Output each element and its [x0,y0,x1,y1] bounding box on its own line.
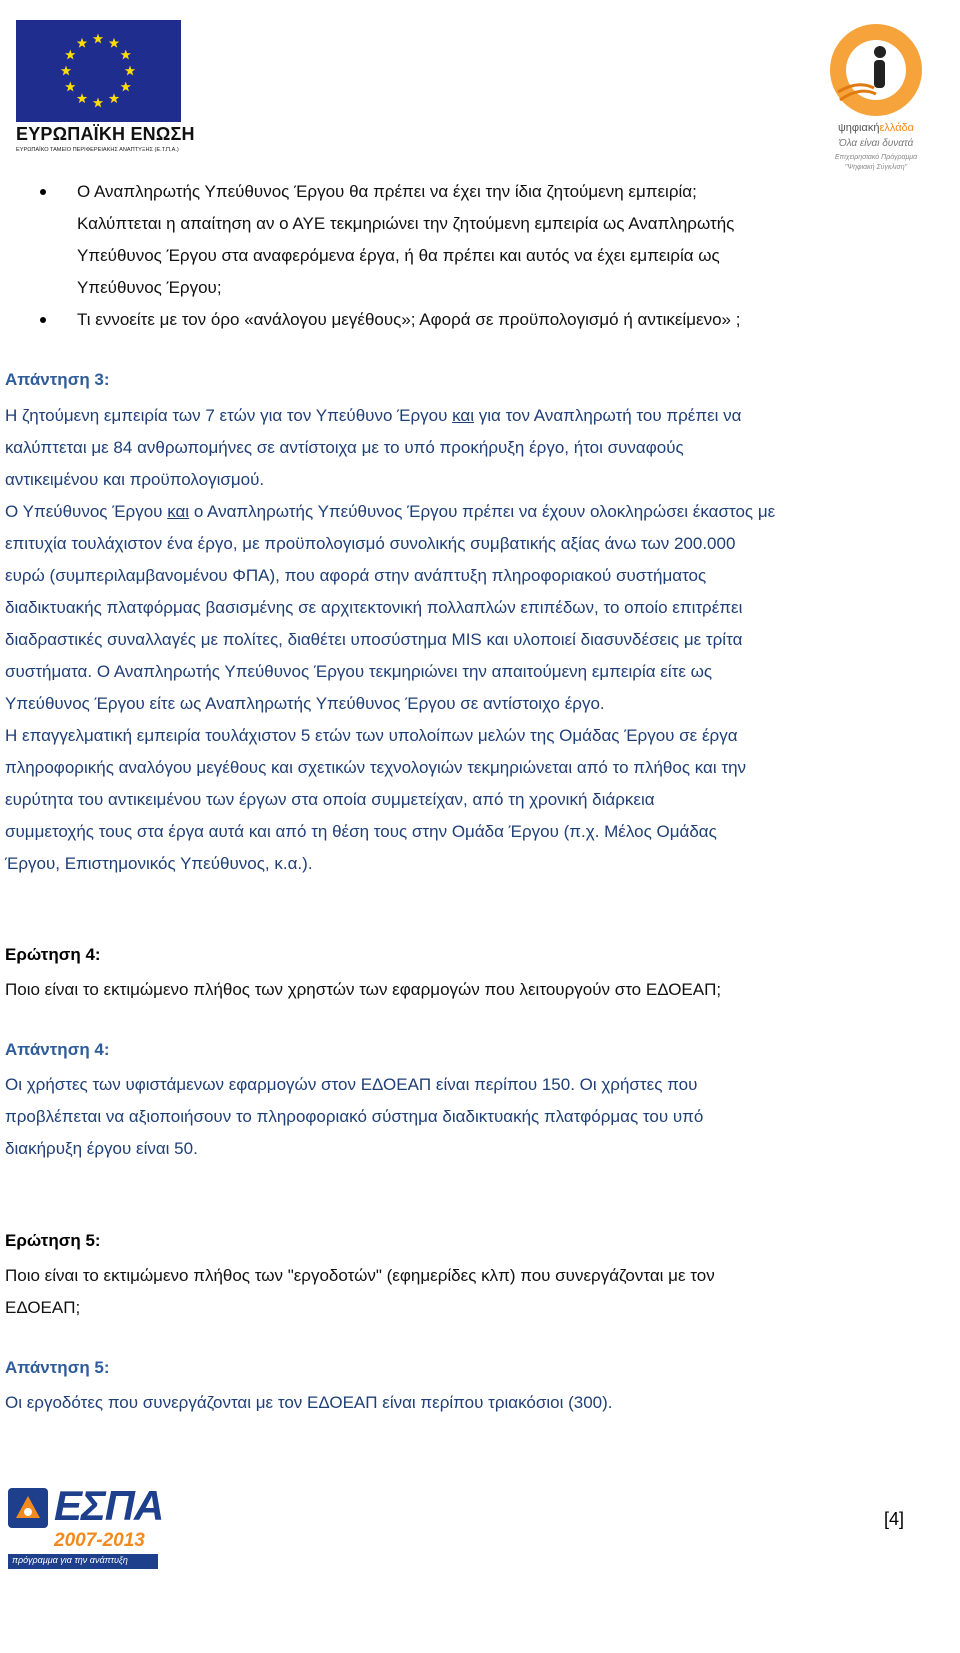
espa-tagline: πρόγραμμα για την ανάπτυξη [12,1555,128,1565]
espa-emblem-icon [8,1488,48,1528]
answer-3-underlined: και [167,502,190,521]
question-5-line: Ποιο είναι το εκτιμώμενο πλήθος των "εργοδοτών" (εφημερίδες κλπ) που συνεργάζονται με τον [5,1266,715,1285]
answer-3-line: πληροφορικής αναλόγου μεγέθους και σχετικών τεχνολογιών τεκμηριώνεται από το πλήθος και την [5,758,747,777]
bullet-icon [40,317,46,323]
digital-greece-program-line2: "Ψηφιακή Σύγκλιση" [844,164,908,171]
answer-3-line: Υπεύθυνος Έργου είτε ως Αναπληρωτής Υπεύθυνος Έργου σε αντίστοιχο έργο. [5,694,605,713]
answer-3-line: συστήματα. Ο Αναπληρωτής Υπεύθυνος Έργου τεκμηριώνει την απαιτούμενη εμπειρία είτε ως [5,662,713,681]
answer-3-line: διαδραστικές συναλλαγές με πολίτες, διαθέτει υποσύστημα MIS και υλοποιεί διασυνδέσεις με τρίτα [5,630,743,649]
bullet-icon [40,189,46,195]
eu-logo-subtitle: ΕΥΡΩΠΑΪΚΟ ΤΑΜΕΙΟ ΠΕΡΙΦΕΡΕΙΑΚΗΣ ΑΝΑΠΤΥΞΗΣ (Ε.Τ.Π.Α.) [16,147,179,153]
dg-name-prefix: ψηφιακή [837,122,880,134]
answer-4-heading: Απάντηση 4: [5,1040,110,1059]
bullet-1-line: Υπεύθυνος Έργου; [77,278,222,297]
answer-3-line: αντικειμένου και προϋπολογισμού. [5,470,265,489]
bullet-1-line: Καλύπτεται η απαίτηση αν ο ΑΥΕ τεκμηριώνει την ζητούμενη εμπειρία ως Αναπληρωτής [77,214,735,233]
answer-3-line: επιτυχία τουλάχιστον ένα έργο, με προϋπολογισμό συνολικής συμβατικής αξίας άνω των 200.000 [5,534,736,553]
bullet-1-line: Υπεύθυνος Έργου στα αναφερόμενα έργα, ή θα πρέπει και αυτός να έχει εμπειρία ως [77,246,720,265]
question-5-line: ΕΔΟΕΑΠ; [5,1298,81,1317]
eu-logo-title: ΕΥΡΩΠΑΪΚΗ ΕΝΩΣΗ [16,124,195,144]
answer-4-body [5,1069,909,1165]
page-number: [4] [884,1509,905,1529]
answer-3-text: για τον Αναπληρωτή του πρέπει να [474,406,742,425]
eu-star-icon [109,93,119,103]
espa-title: ΕΣΠΑ [54,1482,164,1529]
answer-3-heading: Απάντηση 3: [5,370,110,389]
question-4-body [5,974,909,1006]
digital-greece-name [816,122,936,134]
answer-3-line: ευρύτητα του αντικειμένου των έργων στα οποία συμμετείχαν, από τη χρονική διάρκεια [5,790,655,809]
bullet-2-text [77,304,909,336]
digital-greece-program-line1: Επιχειρησιακό Πρόγραμμα [834,154,918,161]
answer-3-line [5,400,909,432]
eu-star-icon [77,38,87,48]
question-5-heading: Ερώτηση 5: [5,1231,101,1250]
eu-star-icon [125,66,135,76]
answer-3-line: ευρώ (συμπεριλαμβανομένου ΦΠΑ), που αφορά στην ανάπτυξη πληροφοριακού συστήματος [5,566,707,585]
answer-4-line: Οι χρήστες των υφιστάμενων εφαρμογών στον ΕΔΟΕΑΠ είναι περίπου 150. Οι χρήστες που [5,1075,698,1094]
answer-3-text: Ο Υπεύθυνος Έργου [5,502,168,521]
answer-3-underlined: και [452,406,475,425]
answer-3-line: καλύπτεται με 84 ανθρωπομήνες σε αντίστοιχα με το υπό προκήρυξη έργο, ήτοι συναφούς [5,438,684,457]
question-4-line: Ποιο είναι το εκτιμώμενο πλήθος των χρηστών των εφαρμογών που λειτουργούν στο ΕΔΟΕΑΠ; [5,980,722,999]
eu-star-icon [120,82,130,92]
answer-5-heading: Απάντηση 5: [5,1358,110,1377]
digital-greece-slogan: Όλα είναι δυνατά [838,138,914,149]
eu-star-icon [109,38,119,48]
answer-4-line: προβλέπεται να αξιοποιήσουν το πληροφοριακό σύστημα διαδικτυακής πλατφόρμας του υπό [5,1107,704,1126]
digital-greece-logo [816,22,936,171]
answer-3-line: Έργου, Επιστημονικός Υπεύθυνος, κ.α.). [5,854,313,873]
eu-stars-icon [16,20,181,122]
bullet-2-line: Τι εννοείτε με τον όρο «ανάλογου μεγέθους»; Αφορά σε προϋπολογισμό ή αντικείμενο» ; [77,310,741,329]
eu-star-icon [61,66,71,76]
answer-3-text: Η ζητούμενη εμπειρία των 7 ετών για τον Υπεύθυνο Έργου [5,406,453,425]
eu-star-icon [93,98,103,108]
answer-3-line: Η επαγγελματική εμπειρία τουλάχιστον 5 ετών των υπολοίπων μελών της Ομάδας Έργου σε έργα [5,726,738,745]
eu-star-icon [65,50,75,60]
dg-name-accent: ελλάδα [879,122,915,134]
eu-star-icon [120,50,130,60]
espa-years: 2007-2013 [54,1530,145,1551]
eu-logo [16,20,195,153]
eu-star-icon [65,82,75,92]
answer-3-text: ο Αναπληρωτής Υπεύθυνος Έργου πρέπει να έχουν ολοκληρώσει έκαστος με [189,502,776,521]
eu-flag [16,20,181,122]
espa-logo [8,1482,164,1572]
answer-5-line: Οι εργοδότες που συνεργάζονται με τον ΕΔΟΕΑΠ είναι περίπου τριακόσιοι (300). [5,1393,613,1412]
answer-3-line: συμμετοχής τους στα έργα αυτά και από τη θέση τους στην Ομάδα Έργου (π.χ. Μέλος Ομάδας [5,822,717,841]
digital-greece-emblem-icon [828,22,924,118]
eu-star-icon [77,93,87,103]
answer-3-line [5,496,909,528]
bullet-1-line: Ο Αναπληρωτής Υπεύθυνος Έργου θα πρέπει να έχει την ίδια ζητούμενη εμπειρία; [77,182,697,201]
answer-3-body [5,400,909,880]
bullet-1-text [77,176,909,304]
answer-4-line: διακήρυξη έργου είναι 50. [5,1139,198,1158]
answer-5-body [5,1387,909,1419]
question-5-body [5,1260,909,1324]
question-4-heading: Ερώτηση 4: [5,945,101,964]
answer-3-line: διαδικτυακής πλατφόρμας βασισμένης σε αρχιτεκτονική πολλαπλών επιπέδων, το οποίο επιτρέπει [5,598,743,617]
eu-star-icon [93,34,103,44]
